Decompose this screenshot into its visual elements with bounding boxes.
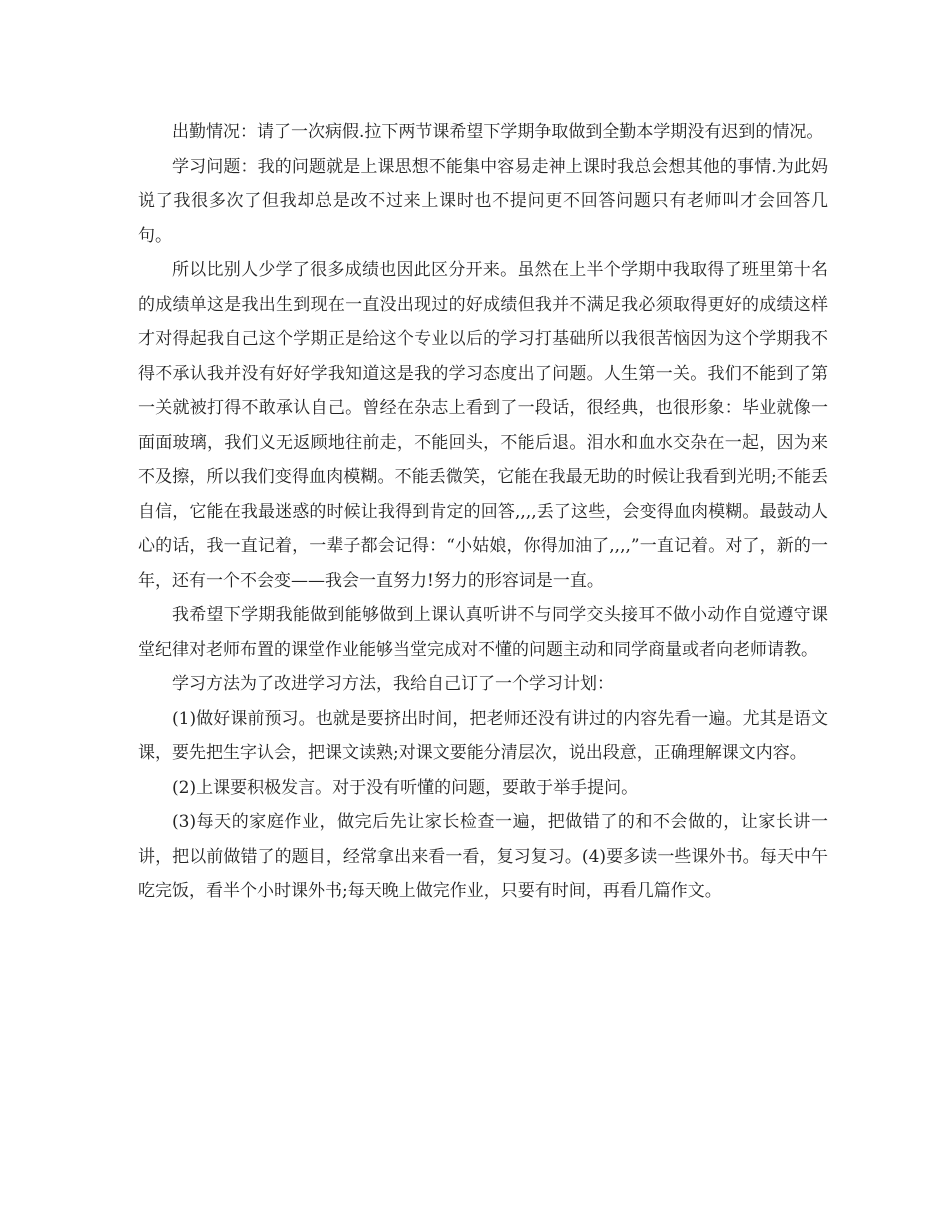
- paragraph-plan-item-2: (2)上课要积极发言。对于没有听懂的问题，要敢于举手提问。: [172, 777, 639, 798]
- paragraph-study-method: 学习方法为了改进学习方法，我给自己订了一个学习计划：: [172, 674, 614, 694]
- paragraph-reflection: 所以比别人少学了很多成绩也因此区分开来。虽然在上半个学期中我取得了班里第十名的成绩单这是我出生到现在一直没出现过的好成绩但我并不满足我必须取得更好的成绩这样才对得起我自己这个学期正是给这个专业以后的学习打基础所以我很苦恼因为这个学期我不得不承认我并没有好好学我知道这是我的学习态度出了问题。人生第一关。我们不能到了第一关就被打得不敢承认自己。曾经在杂志上看到了一段话，很经典，也很形象：毕业就像一面面玻璃，我们义无返顾地往前走，不能回头，不能后退。泪水和血水交杂在一起，因为来不及擦，所以我们变得血肉模糊。不能丢微笑，它能在我最无助的时候让我看到光明;不能丢自信，它能在我最迷惑的时候让我得到肯定的回答,,,,丢了这些，会变得血肉模糊。最鼓动人心的话，我一直记着，一辈子都会记得：“小姑娘，你得加油了,,,,”一直记着。对了，新的一年，还有一个不会变——我会一直努力!努力的形容词是一直。: [138, 260, 828, 591]
- paragraph-next-term-hope: 我希望下学期我能做到能够做到上课认真听讲不与同学交头接耳不做小动作自觉遵守课堂纪律对老师布置的课堂作业能够当堂完成对不懂的问题主动和同学商量或者向老师请教。: [138, 605, 828, 660]
- document-body: [138, 115, 828, 909]
- paragraph-plan-item-1: (1)做好课前预习。也就是要挤出时间，把老师还没有讲过的内容先看一遍。尤其是语文课，要先把生字认会，把课文读熟;对课文要能分清层次，说出段意，正确理解课文内容。: [138, 708, 828, 763]
- paragraph-plan-item-3: (3)每天的家庭作业，做完后先让家长检查一遍，把做错了的和不会做的，让家长讲一讲，把以前做错了的题目，经常拿出来看一看，复习复习。(4)要多读一些课外书。每天中午吃完饭，看半个小时课外书;每天晚上做完作业，只要有时间，再看几篇作文。: [138, 812, 828, 901]
- paragraph-study-problem: 学习问题：我的问题就是上课思想不能集中容易走神上课时我总会想其他的事情.为此妈说了我很多次了但我却总是改不过来上课时也不提问更不回答问题只有老师叫才会回答几句。: [138, 156, 828, 246]
- paragraph-attendance: 出勤情况：请了一次病假.拉下两节课希望下学期争取做到全勤本学期没有迟到的情况。: [172, 122, 824, 142]
